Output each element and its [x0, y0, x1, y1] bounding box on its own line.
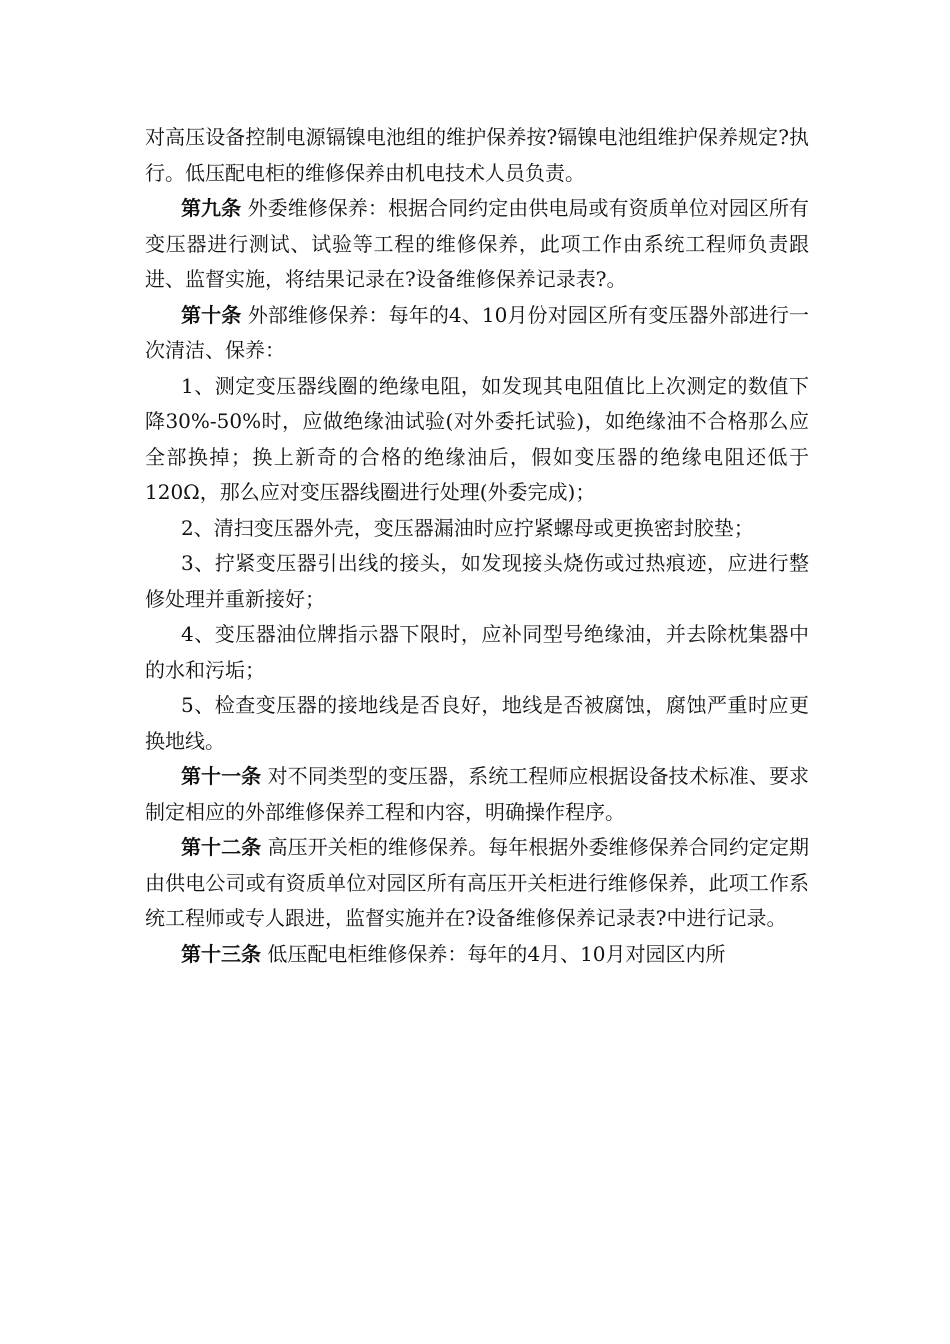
article-heading: 第十一条: [181, 764, 262, 788]
list-item-3: [145, 546, 809, 617]
paragraph-text: 2、清扫变压器外壳，变压器漏油时应拧紧螺母或更换密封胶垫；: [181, 515, 754, 540]
article-heading: 第十二条: [181, 835, 262, 859]
paragraph-battery-maintenance: [145, 120, 809, 191]
list-item-4: [145, 617, 809, 688]
paragraph-text: 5、检查变压器的接地线是否良好，地线是否被腐蚀，腐蚀严重时应更换地线。: [145, 693, 809, 753]
article-13: [145, 937, 809, 973]
article-11: [145, 759, 809, 830]
article-heading: 第九条: [181, 196, 242, 220]
article-heading: 第十三条: [181, 941, 261, 966]
paragraph-text: 4、变压器油位牌指示器下限时，应补同型号绝缘油，并去除枕集器中的水和污垢；: [145, 622, 809, 682]
paragraph-text: 对高压设备控制电源镉镍电池组的维护保养按?镉镍电池组维护保养规定?执行。低压配电柜的维修保养由机电技术人员负责。: [145, 125, 809, 185]
paragraph-text: 低压配电柜维修保养：每年的4月、10月对园区内所: [261, 941, 726, 966]
document-page: [145, 120, 809, 972]
article-9: [145, 191, 809, 298]
paragraph-text: 外部维修保养：每年的4、10月份对园区所有变压器外部进行一次清洁、保养：: [145, 302, 810, 362]
article-heading: 第十条: [181, 302, 242, 327]
list-item-1: [145, 369, 809, 511]
list-item-2: [145, 511, 809, 547]
list-item-5: [145, 688, 809, 759]
article-12: [145, 830, 809, 937]
paragraph-text: 对不同类型的变压器，系统工程师应根据设备技术标准、要求制定相应的外部维修保养工程和内容，明确操作程序。: [145, 764, 810, 824]
article-10: [145, 298, 809, 369]
paragraph-text: 3、拧紧变压器引出线的接头，如发现接头烧伤或过热痕迹，应进行整修处理并重新接好；: [145, 551, 809, 611]
paragraph-text: 高压开关柜的维修保养。每年根据外委维修保养合同约定定期由供电公司或有资质单位对园区所有高压开关柜进行维修保养，此项工作系统工程师或专人跟进，监督实施并在?设备维修保养记录表?中进行记录。: [145, 835, 810, 930]
paragraph-text: 1、测定变压器线圈的绝缘电阻，如发现其电阻值比上次测定的数值下降30%-50%时，应做绝缘油试验(对外委托试验)，如绝缘油不合格那么应全部换掉；换上新奇的合格的绝缘油后，假如变压器的绝缘电阻还低于120Ω，那么应对变压器线圈进行处理(外委完成)；: [145, 373, 809, 504]
paragraph-text: 外委维修保养：根据合同约定由供电局或有资质单位对园区所有变压器进行测试、试验等工程的维修保养，此项工作由系统工程师负责跟进、监督实施，将结果记录在?设备维修保养记录表?。: [145, 196, 810, 291]
